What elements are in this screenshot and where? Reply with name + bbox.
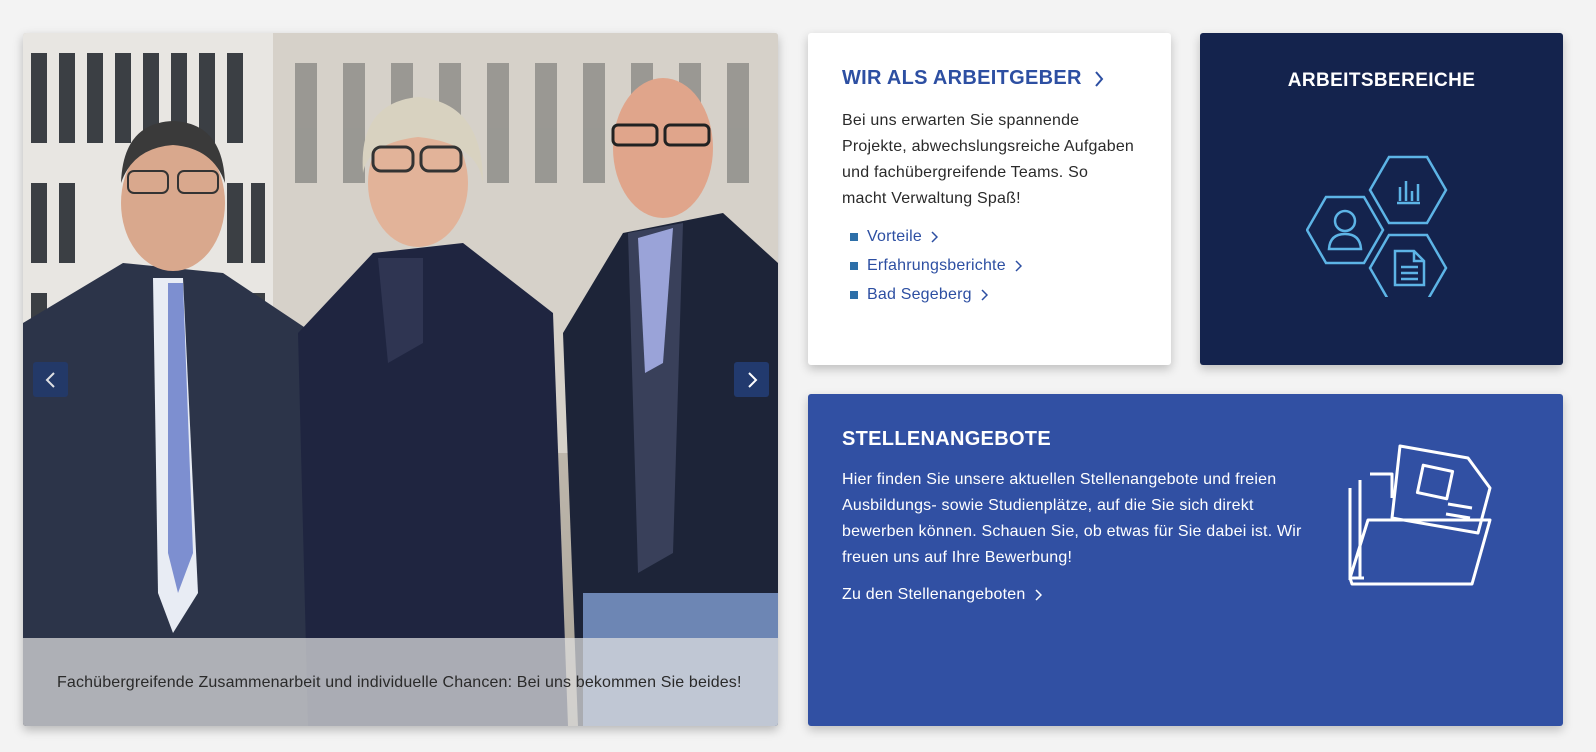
square-bullet-icon	[850, 291, 858, 299]
list-item	[850, 251, 1137, 280]
jobs-link-label: Zu den Stellenangeboten	[842, 586, 1026, 603]
link-label: Erfahrungsberichte	[867, 256, 1006, 274]
carousel-caption-text: Fachübergreifende Zusammenarbeit und individuelle Chancen: Bei uns bekommen Sie beides!	[57, 674, 742, 691]
chevron-right-icon	[981, 289, 988, 301]
jobs-description: Hier finden Sie unsere aktuellen Stellenangebote und freien Ausbildungs- sowie Studienplätze, auf die Sie sich direkt bewerben können. Schauen Sie, ob etwas für Sie dabei ist. Wir freuen uns auf Ihre Bewerbung!	[842, 471, 1302, 566]
chevron-right-icon	[745, 371, 759, 389]
link-bad-segeberg[interactable]	[867, 286, 988, 304]
image-carousel	[23, 33, 778, 726]
employer-title-link[interactable]	[842, 67, 1104, 90]
hexagon-cluster-icon	[1306, 151, 1452, 297]
team-photo	[23, 33, 778, 726]
employer-card	[808, 33, 1171, 365]
link-erfahrungsberichte[interactable]	[867, 257, 1022, 275]
link-label: Vorteile	[867, 227, 922, 245]
jobs-card	[808, 394, 1563, 726]
employer-description: Bei uns erwarten Sie spannende Projekte, abwechslungsreiche Aufgaben und fachübergreifende Teams. So macht Verwaltung Spaß!	[842, 112, 1135, 207]
jobs-link[interactable]	[842, 586, 1042, 604]
chevron-right-icon	[1015, 260, 1022, 272]
carousel-caption	[23, 638, 778, 726]
link-label: Bad Segeberg	[867, 285, 972, 303]
list-item	[850, 222, 1137, 251]
jobs-title: STELLENANGEBOTE	[842, 428, 1051, 450]
employer-link-list	[842, 222, 1137, 309]
square-bullet-icon	[850, 262, 858, 270]
chevron-right-icon	[1094, 71, 1104, 87]
link-vorteile[interactable]	[867, 228, 938, 246]
carousel-prev-button[interactable]	[33, 362, 68, 397]
carousel-next-button[interactable]	[734, 362, 769, 397]
areas-title: ARBEITSBEREICHE	[1287, 70, 1476, 91]
areas-card[interactable]	[1200, 33, 1563, 365]
chevron-right-icon	[931, 231, 938, 243]
square-bullet-icon	[850, 233, 858, 241]
list-item	[850, 280, 1137, 309]
chevron-left-icon	[44, 371, 58, 389]
folder-documents-icon	[1340, 438, 1496, 588]
chevron-right-icon	[1035, 589, 1042, 601]
employer-title: WIR ALS ARBEITGEBER	[842, 67, 1082, 89]
